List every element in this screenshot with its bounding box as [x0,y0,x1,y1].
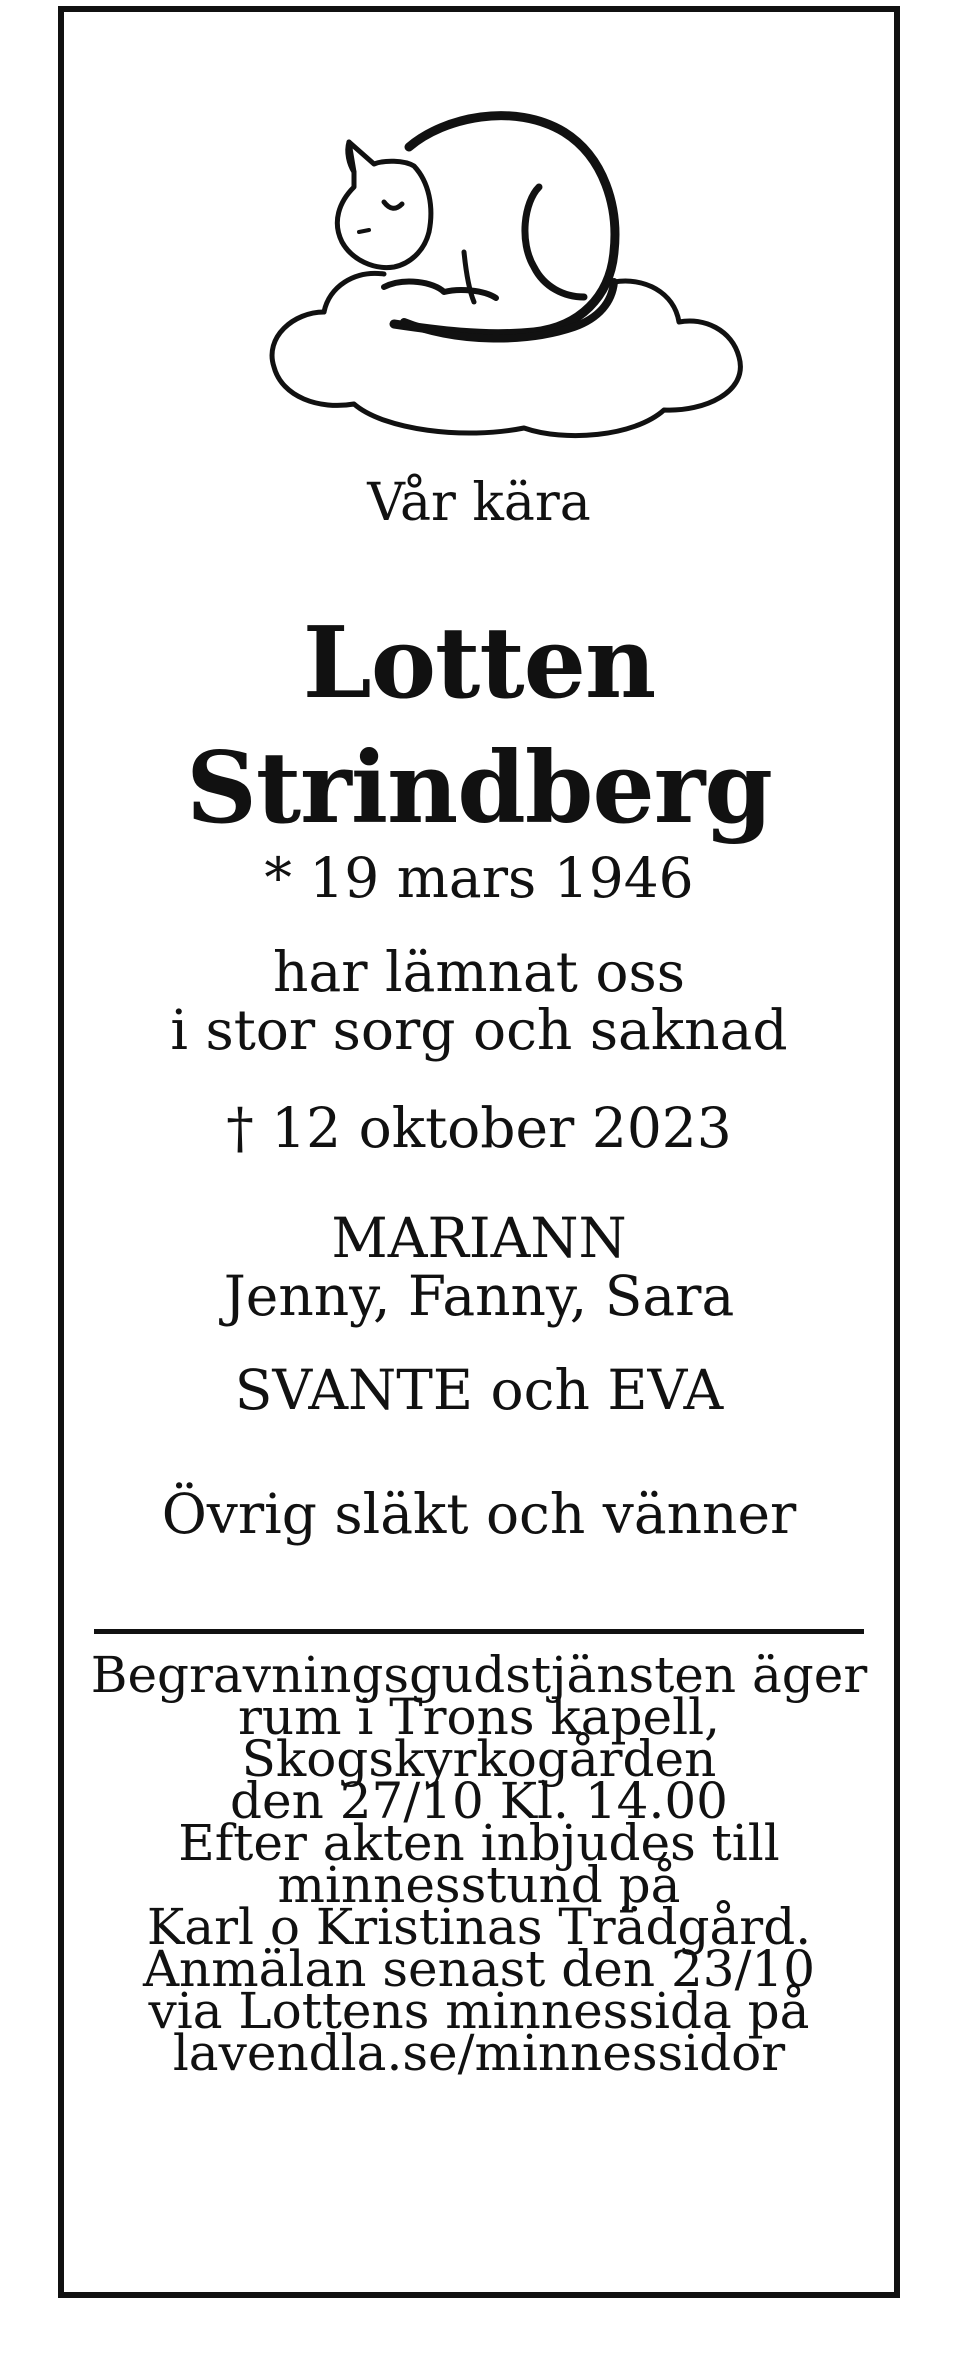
funeral-info-line: Begravningsgudstjänsten äger [90,1646,868,1704]
birth-date: * 19 mars 1946 [264,846,694,910]
cat-inner-curve [525,187,584,297]
mourner-name: Jenny, Fanny, Sara [223,1264,735,1328]
cat-back [394,116,615,334]
mourner-name: MARIANN [331,1206,627,1270]
obituary-notice-frame [58,6,900,2298]
message-line-2: i stor sorg och saknad [170,998,788,1062]
funeral-info-line: den 27/10 Kl. 14.00 [230,1772,728,1830]
funeral-info-line: rum i Trons kapell, [238,1688,720,1746]
sleeping-cat-on-cloud-illustration [234,92,794,452]
deceased-first-name: Lotten [302,606,656,721]
deceased-last-name: Strindberg [186,731,772,846]
cloud-left-lobe [324,273,384,312]
cat-paws [384,282,496,298]
death-date: † 12 oktober 2023 [226,1096,732,1160]
funeral-info-line: Karl o Kristinas Trädgård. [146,1898,812,1956]
mourner-name: Övrig släkt och vänner [161,1482,797,1546]
cat-eye [384,202,402,208]
cat-nose [359,230,369,232]
funeral-info-line: lavendla.se/minnessidor [172,2024,786,2082]
funeral-info-line: via Lottens minnessida på [148,1982,810,2040]
mourner-name: SVANTE och EVA [234,1358,724,1422]
divider-rule [94,1629,864,1634]
funeral-info-line: Efter akten inbjudes till [178,1814,780,1872]
funeral-info-line: Skogskyrkogården [241,1730,717,1788]
message-line-1: har lämnat oss [273,940,685,1004]
funeral-info-line: Anmälan senast den 23/10 [142,1940,816,1998]
funeral-info-line: minnesstund på [277,1856,681,1914]
intro-text: Vår kära [367,473,591,533]
cloud-outline [272,281,740,436]
cat-front-leg [464,252,474,302]
